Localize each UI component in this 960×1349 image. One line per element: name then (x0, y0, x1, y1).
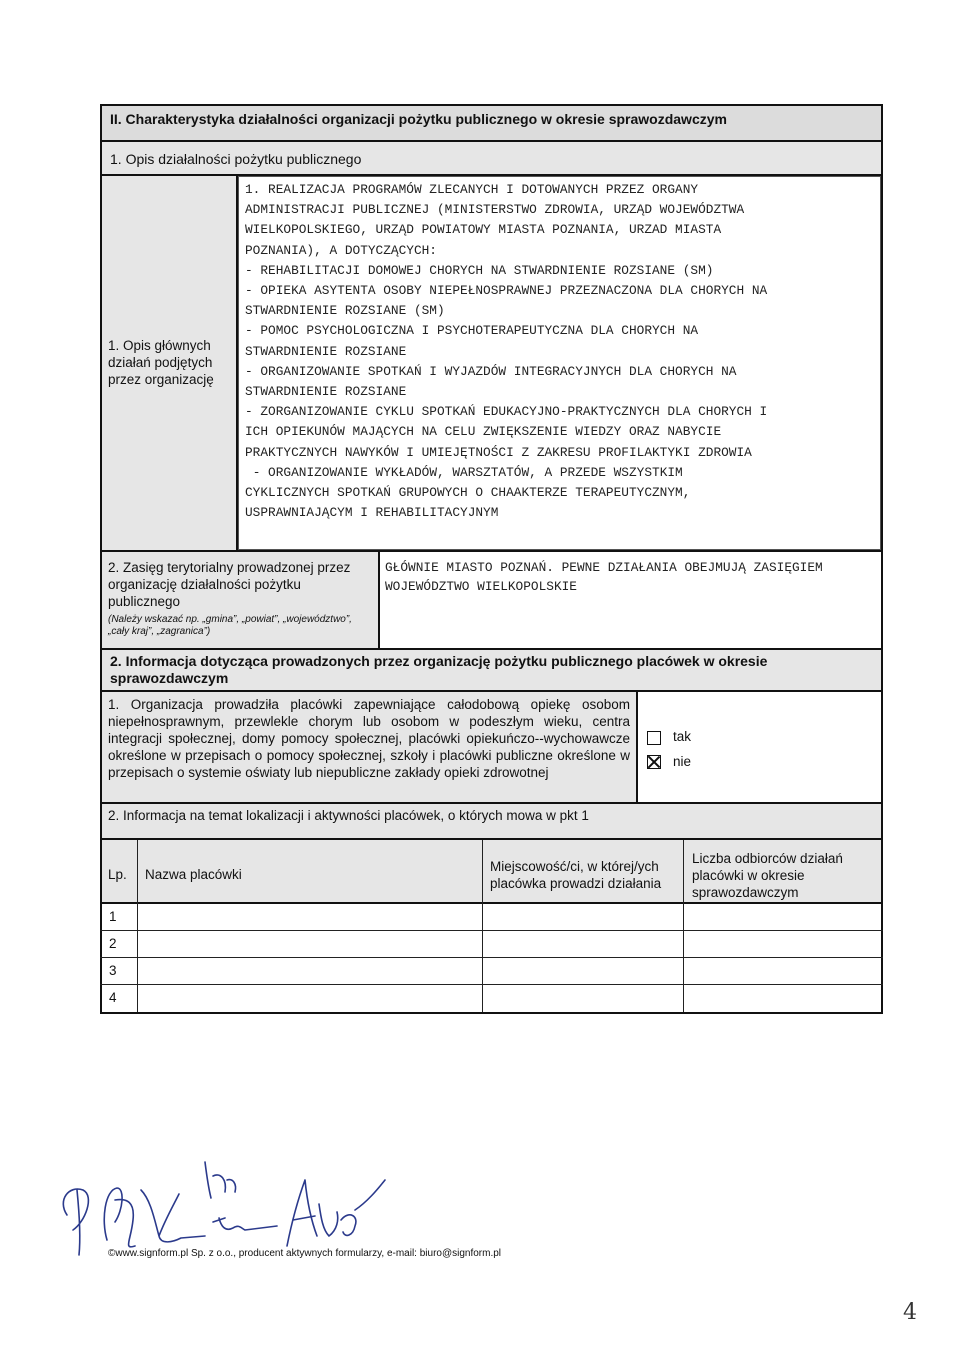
th-nazwa: Nazwa placówki (145, 867, 242, 882)
table-row: 4 (109, 990, 117, 1005)
opis-line: - ZORGANIZOWANIE CYKLU SPOTKAŃ EDUKACYJNO-PRAKTYCZNYCH DLA CHORYCH I (245, 404, 768, 420)
checkbox-tak[interactable] (647, 731, 661, 745)
q1-text: 1. Organizacja prowadziła placówki zapewniające całodobową opiekę osobom niepełnosprawnym, przewlekle chorym lub osobom w podeszłym wieku, centra integracji społecznej, domy pomocy społecznej, placówki opiekuńczo--wychowawcze określone w przepisach o pomocy społecznej, szkoły i placówki publiczne określone w przepisach o systemie oświaty lub niepubliczne zakłady opieki zdrowotnej (108, 697, 630, 780)
zasieg-label: 2. Zasięg terytorialny prowadzonej przez organizację działalności pożytku publicznego (108, 560, 351, 609)
footer-text: ©www.signform.pl Sp. z o.o., producent aktywnych formularzy, e-mail: biuro@signform.pl (108, 1248, 502, 1259)
signature-image (55, 1150, 395, 1260)
opis-line: STWARDNIENIE ROZSIANE (245, 384, 407, 400)
opis-line: WIELKOPOLSKIEGO, URZĄD POWIATOWY MIASTA POZNANIA, URZAD MIASTA (245, 222, 722, 238)
q2-title: 2. Informacja na temat lokalizacji i aktywności placówek, o których mowa w pkt 1 (108, 808, 589, 823)
opis-line: ICH OPIEKUNÓW MAJĄCYCH NA CELU ZWIĘKSZENIE WIEDZY ORAZ NABYCIE (245, 424, 722, 440)
opis-line: STWARDNIENIE ROZSIANE (245, 343, 407, 359)
table-row: 3 (109, 963, 117, 978)
opis-line: - REHABILITACJI DOMOWEJ CHORYCH NA STWARDNIENIE ROZSIANE (SM) (245, 262, 714, 278)
opis-line: - POMOC PSYCHOLOGICZNA I PSYCHOTERAPEUTYCZNA DLA CHORYCH NA (245, 323, 699, 339)
zasieg-value[interactable]: GŁÓWNIE MIASTO POZNAŃ. PEWNE DZIAŁANIA OBEJMUJĄ ZASIĘGIEM WOJEWÓDZTWO WIELKOPOLSKIE (385, 560, 823, 594)
opis-text (245, 180, 879, 523)
opis-line: PRAKTYCZNYCH NAWYKÓW I UMIEJĘTNOŚCI Z ZAKRESU PROFILAKTYKI ZDROWIA (245, 444, 752, 460)
th-liczba: Liczba odbiorców działań placówki w okresie sprawozdawczym (692, 851, 843, 900)
section-title: II. Charakterystyka działalności organizacji pożytku publicznego w okresie sprawozdawczym (102, 106, 881, 140)
opis-line: CYKLICZNYCH SPOTKAŃ GRUPOWYCH O CHAAKTERZE TERAPEUTYCZNYM, (245, 485, 691, 501)
opis-line: POZNANIA), A DOTYCZĄCYCH: (245, 242, 437, 258)
opis-line: USPRAWNIAJĄCYM I REHABILITACYJNYM (245, 505, 499, 521)
label-nie: nie (673, 754, 692, 769)
part1-title: 1. Opis działalności pożytku publicznego (102, 142, 881, 174)
label-tak: tak (673, 729, 692, 744)
opis-line: - OPIEKA ASYTENTA OSOBY NIEPEŁNOSPRAWNEJ PRZEZNACZONA DLA CHORYCH NA (245, 283, 768, 299)
part2-title: 2. Informacja dotycząca prowadzonych przez organizację pożytku publicznego placówek w okresie sprawozdawczym (102, 650, 881, 690)
opis-line: STWARDNIENIE ROZSIANE (SM) (245, 303, 445, 319)
page-number: 4 (903, 1300, 917, 1325)
opis-line: ADMINISTRACJI PUBLICZNEJ (MINISTERSTWO ZDROWIA, URZĄD WOJEWÓDZTWA (245, 202, 745, 218)
th-lp: Lp. (108, 867, 127, 882)
th-miejscowosc: Miejscowość/ci, w której/ych placówka prowadzi działania (490, 859, 662, 891)
opis-line: 1. REALIZACJA PROGRAMÓW ZLECANYCH I DOTOWANYCH PRZEZ ORGANY (245, 182, 699, 197)
zasieg-hint: (Należy wskazać np. „gmina”, „powiat”, „województwo”, „cały kraj”, „zagranica”) (108, 614, 352, 637)
table-row: 2 (109, 936, 117, 951)
opis-line: - ORGANIZOWANIE SPOTKAŃ I WYJAZDÓW INTEGRACYJNYCH DLA CHORYCH NA (245, 363, 737, 379)
opis-line: - ORGANIZOWANIE WYKŁADÓW, WARSZTATÓW, A PRZEDE WSZYSTKIM (245, 464, 683, 480)
checkbox-nie[interactable] (647, 755, 661, 769)
opis-label: 1. Opis głównych działań podjętych przez organizację (108, 338, 214, 387)
table-row: 1 (109, 909, 117, 924)
